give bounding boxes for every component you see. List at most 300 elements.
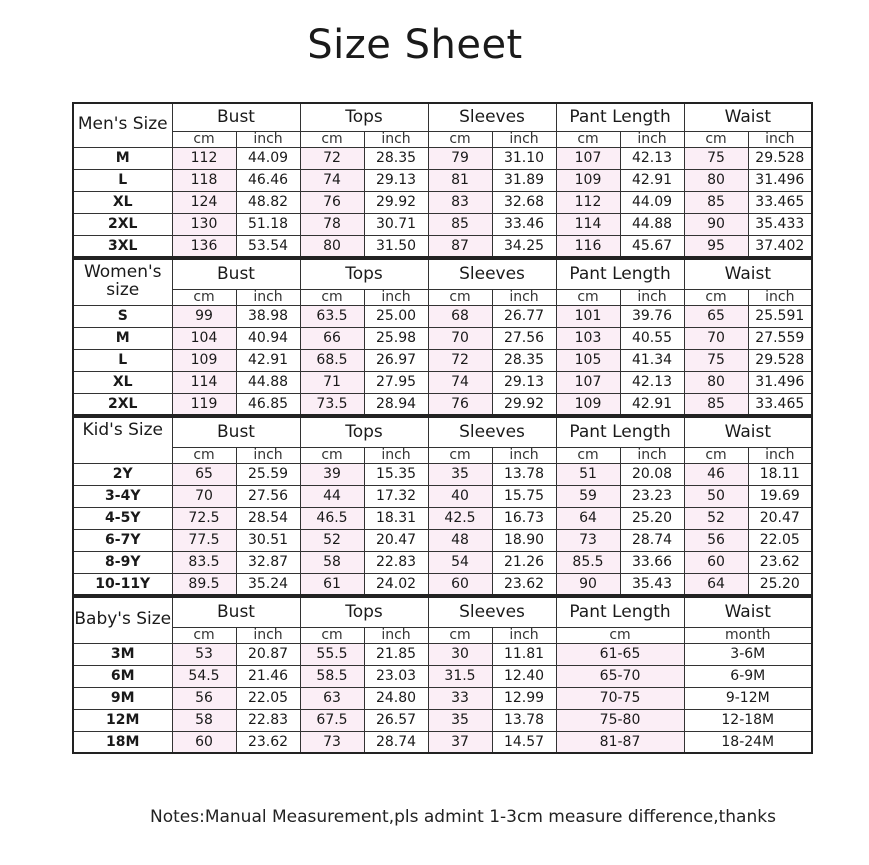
units-row xyxy=(73,627,812,643)
measurement-cell: 38.98 xyxy=(236,305,300,327)
measurement-cell: 63.5 xyxy=(300,305,364,327)
unit-cell: inch xyxy=(748,447,812,463)
sleeves-header: Sleeves xyxy=(428,417,556,447)
unit-cell: inch xyxy=(492,289,556,305)
measurement-cell: 48.82 xyxy=(236,191,300,213)
table-row xyxy=(73,551,812,573)
table-row xyxy=(73,327,812,349)
measurement-cell: 15.75 xyxy=(492,485,556,507)
table-row xyxy=(73,731,812,753)
unit-cell: inch xyxy=(492,627,556,643)
unit-cell: cm xyxy=(428,131,492,147)
measurement-cell: 58 xyxy=(172,709,236,731)
unit-cell: inch xyxy=(236,131,300,147)
measurement-cell: 25.59 xyxy=(236,463,300,485)
measurement-cell: 42.13 xyxy=(620,371,684,393)
measurement-cell: 61-65 xyxy=(556,643,684,665)
table-row xyxy=(73,709,812,731)
measurement-cell: 35 xyxy=(428,709,492,731)
sleeves-header: Sleeves xyxy=(428,103,556,131)
measurement-cell: 33 xyxy=(428,687,492,709)
measurement-cell: 114 xyxy=(556,213,620,235)
pant-length-header: Pant Length xyxy=(556,597,684,627)
measurement-cell: 22.05 xyxy=(748,529,812,551)
measurement-cell: 58 xyxy=(300,551,364,573)
measurement-cell: 73 xyxy=(300,731,364,753)
measurement-cell: 27.56 xyxy=(236,485,300,507)
unit-cell: cm xyxy=(428,289,492,305)
unit-cell: cm xyxy=(556,131,620,147)
unit-cell: cm xyxy=(172,627,236,643)
kids-size-table xyxy=(72,416,813,596)
babys-size-rows xyxy=(73,643,812,753)
measurement-cell: 25.20 xyxy=(748,573,812,595)
sleeves-header: Sleeves xyxy=(428,259,556,289)
measurement-notes: Notes:Manual Measurement,pls admint 1-3cm measure difference,thanks xyxy=(150,807,776,827)
measurement-cell: 60 xyxy=(172,731,236,753)
measurement-cell: 32.68 xyxy=(492,191,556,213)
size-label-cell: M xyxy=(73,147,172,169)
table-row xyxy=(73,643,812,665)
measurement-cell: 30.51 xyxy=(236,529,300,551)
measurement-cell: 41.34 xyxy=(620,349,684,371)
measurement-cell: 42.13 xyxy=(620,147,684,169)
measurement-cell: 40.55 xyxy=(620,327,684,349)
size-label-cell: 18M xyxy=(73,731,172,753)
measurement-cell: 76 xyxy=(300,191,364,213)
mens-size-rows xyxy=(73,147,812,257)
size-label-cell: 2Y xyxy=(73,463,172,485)
unit-cell: cm xyxy=(300,447,364,463)
waist-header: Waist xyxy=(684,417,812,447)
size-label-cell: M xyxy=(73,327,172,349)
measurement-cell: 80 xyxy=(684,371,748,393)
measurement-cell: 74 xyxy=(300,169,364,191)
measurement-cell: 29.92 xyxy=(492,393,556,415)
measurement-cell: 70 xyxy=(684,327,748,349)
measurement-cell: 83.5 xyxy=(172,551,236,573)
measurement-cell: 16.73 xyxy=(492,507,556,529)
measurement-cell: 33.465 xyxy=(748,191,812,213)
measurement-cell: 31.50 xyxy=(364,235,428,257)
measurement-cell: 85 xyxy=(684,393,748,415)
measurement-cell: 95 xyxy=(684,235,748,257)
mens-size-label: Men's Size xyxy=(73,103,172,147)
measurement-cell: 25.00 xyxy=(364,305,428,327)
unit-cell: cm xyxy=(684,131,748,147)
size-label-cell: 10-11Y xyxy=(73,573,172,595)
measurement-cell: 83 xyxy=(428,191,492,213)
womens-size-label: Women's size xyxy=(73,259,172,305)
measurement-cell: 42.91 xyxy=(620,169,684,191)
size-label-cell: XL xyxy=(73,371,172,393)
measurement-cell: 29.92 xyxy=(364,191,428,213)
measurement-cell: 63 xyxy=(300,687,364,709)
measurement-cell: 42.91 xyxy=(620,393,684,415)
measurement-cell: 53 xyxy=(172,643,236,665)
pant-length-header: Pant Length xyxy=(556,417,684,447)
measurement-cell: 39 xyxy=(300,463,364,485)
measurement-cell: 22.05 xyxy=(236,687,300,709)
measurement-cell: 130 xyxy=(172,213,236,235)
unit-cell: cm xyxy=(556,289,620,305)
table-row xyxy=(73,463,812,485)
measurement-cell: 25.20 xyxy=(620,507,684,529)
size-label-cell: 2XL xyxy=(73,393,172,415)
measurement-cell: 31.496 xyxy=(748,169,812,191)
measurement-cell: 21.85 xyxy=(364,643,428,665)
measurement-cell: 54 xyxy=(428,551,492,573)
measurement-cell: 52 xyxy=(300,529,364,551)
measurement-cell: 56 xyxy=(684,529,748,551)
unit-cell: inch xyxy=(236,289,300,305)
measurement-cell: 136 xyxy=(172,235,236,257)
unit-cell: cm xyxy=(172,131,236,147)
bust-header: Bust xyxy=(172,597,300,627)
measurement-cell: 101 xyxy=(556,305,620,327)
unit-cell: cm xyxy=(300,627,364,643)
measurement-cell: 85 xyxy=(684,191,748,213)
measurement-cell: 55.5 xyxy=(300,643,364,665)
tops-header: Tops xyxy=(300,597,428,627)
measurement-cell: 119 xyxy=(172,393,236,415)
measurement-cell: 44.88 xyxy=(236,371,300,393)
tops-header: Tops xyxy=(300,417,428,447)
measurement-cell: 58.5 xyxy=(300,665,364,687)
measurement-cell: 42.5 xyxy=(428,507,492,529)
measurement-cell: 35.24 xyxy=(236,573,300,595)
measurement-cell: 73 xyxy=(556,529,620,551)
unit-cell: inch xyxy=(364,627,428,643)
size-label-cell: L xyxy=(73,169,172,191)
table-row xyxy=(73,485,812,507)
measurement-cell: 81 xyxy=(428,169,492,191)
unit-cell: inch xyxy=(364,131,428,147)
table-row xyxy=(73,507,812,529)
measurement-cell: 45.67 xyxy=(620,235,684,257)
unit-cell: inch xyxy=(748,289,812,305)
measurement-cell: 29.13 xyxy=(364,169,428,191)
womens-size-table xyxy=(72,258,813,416)
size-label-cell: S xyxy=(73,305,172,327)
measurement-cell: 53.54 xyxy=(236,235,300,257)
measurement-cell: 116 xyxy=(556,235,620,257)
measurement-cell: 90 xyxy=(684,213,748,235)
measurement-cell: 71 xyxy=(300,371,364,393)
table-row xyxy=(73,349,812,371)
size-label-cell: 4-5Y xyxy=(73,507,172,529)
measurement-cell: 28.35 xyxy=(492,349,556,371)
size-label-cell: 3XL xyxy=(73,235,172,257)
size-label-cell: 2XL xyxy=(73,213,172,235)
measurement-cell: 77.5 xyxy=(172,529,236,551)
waist-header: Waist xyxy=(684,103,812,131)
measurement-cell: 112 xyxy=(556,191,620,213)
unit-cell: inch xyxy=(236,627,300,643)
kids-size-rows xyxy=(73,463,812,595)
measurement-cell: 34.25 xyxy=(492,235,556,257)
measurement-cell: 35 xyxy=(428,463,492,485)
size-label-cell: 6M xyxy=(73,665,172,687)
unit-cell: inch xyxy=(620,447,684,463)
unit-cell: cm xyxy=(300,289,364,305)
measurement-cell: 46 xyxy=(684,463,748,485)
measurement-cell: 65 xyxy=(172,463,236,485)
measurement-cell: 33.66 xyxy=(620,551,684,573)
measurement-cell: 72 xyxy=(300,147,364,169)
table-row xyxy=(73,573,812,595)
measurement-cell: 54.5 xyxy=(172,665,236,687)
babys-size-label: Baby's Size xyxy=(73,597,172,643)
page-title: Size Sheet xyxy=(307,22,523,68)
measurement-cell: 27.559 xyxy=(748,327,812,349)
measurement-cell: 44.88 xyxy=(620,213,684,235)
tops-header: Tops xyxy=(300,103,428,131)
table-row xyxy=(73,687,812,709)
measurement-cell: 12-18M xyxy=(684,709,812,731)
measurement-cell: 118 xyxy=(172,169,236,191)
measurement-cell: 30 xyxy=(428,643,492,665)
measurement-cell: 27.56 xyxy=(492,327,556,349)
measurement-cell: 107 xyxy=(556,147,620,169)
kids-size-label: Kid's Size xyxy=(73,417,172,463)
measurement-cell: 65 xyxy=(684,305,748,327)
units-row xyxy=(73,131,812,147)
womens-size-rows xyxy=(73,305,812,415)
measurement-cell: 23.62 xyxy=(492,573,556,595)
measurement-cell: 64 xyxy=(556,507,620,529)
measurement-cell: 75 xyxy=(684,349,748,371)
measurement-cell: 23.03 xyxy=(364,665,428,687)
measurement-cell: 60 xyxy=(428,573,492,595)
bust-header: Bust xyxy=(172,103,300,131)
measurement-cell: 103 xyxy=(556,327,620,349)
measurement-cell: 21.46 xyxy=(236,665,300,687)
measurement-cell: 9-12M xyxy=(684,687,812,709)
measurement-cell: 51 xyxy=(556,463,620,485)
measurement-cell: 27.95 xyxy=(364,371,428,393)
unit-cell: cm xyxy=(556,627,684,643)
unit-cell: cm xyxy=(300,131,364,147)
measurement-cell: 18.31 xyxy=(364,507,428,529)
measurement-cell: 90 xyxy=(556,573,620,595)
unit-cell: inch xyxy=(620,289,684,305)
measurement-cell: 85 xyxy=(428,213,492,235)
measurement-cell: 37 xyxy=(428,731,492,753)
measurement-cell: 26.97 xyxy=(364,349,428,371)
measurement-cell: 80 xyxy=(684,169,748,191)
measurement-cell: 15.35 xyxy=(364,463,428,485)
measurement-cell: 20.08 xyxy=(620,463,684,485)
measurement-cell: 66 xyxy=(300,327,364,349)
measurement-cell: 18-24M xyxy=(684,731,812,753)
babys-size-table xyxy=(72,596,813,754)
measurement-cell: 73.5 xyxy=(300,393,364,415)
measurement-cell: 52 xyxy=(684,507,748,529)
size-label-cell: XL xyxy=(73,191,172,213)
unit-cell: inch xyxy=(364,447,428,463)
unit-cell: inch xyxy=(492,447,556,463)
measurement-cell: 31.5 xyxy=(428,665,492,687)
measurement-cell: 23.62 xyxy=(748,551,812,573)
size-label-cell: 9M xyxy=(73,687,172,709)
measurement-cell: 46.5 xyxy=(300,507,364,529)
measurement-cell: 6-9M xyxy=(684,665,812,687)
measurement-cell: 24.02 xyxy=(364,573,428,595)
table-row xyxy=(73,213,812,235)
table-row xyxy=(73,235,812,257)
measurement-cell: 109 xyxy=(172,349,236,371)
unit-cell: inch xyxy=(748,131,812,147)
measurement-cell: 29.528 xyxy=(748,349,812,371)
measurement-cell: 20.47 xyxy=(364,529,428,551)
table-row xyxy=(73,665,812,687)
size-sheet xyxy=(72,102,811,754)
measurement-cell: 87 xyxy=(428,235,492,257)
measurement-cell: 3-6M xyxy=(684,643,812,665)
measurement-cell: 28.35 xyxy=(364,147,428,169)
measurement-cell: 74 xyxy=(428,371,492,393)
measurement-cell: 46.85 xyxy=(236,393,300,415)
table-row xyxy=(73,147,812,169)
pant-length-header: Pant Length xyxy=(556,259,684,289)
measurement-cell: 18.90 xyxy=(492,529,556,551)
measurement-cell: 18.11 xyxy=(748,463,812,485)
bust-header: Bust xyxy=(172,417,300,447)
table-row xyxy=(73,371,812,393)
unit-cell: cm xyxy=(684,447,748,463)
measurement-cell: 25.98 xyxy=(364,327,428,349)
measurement-cell: 109 xyxy=(556,169,620,191)
unit-cell: inch xyxy=(364,289,428,305)
measurement-cell: 25.591 xyxy=(748,305,812,327)
measurement-cell: 13.78 xyxy=(492,463,556,485)
measurement-cell: 14.57 xyxy=(492,731,556,753)
measurement-cell: 30.71 xyxy=(364,213,428,235)
measurement-cell: 80 xyxy=(300,235,364,257)
measurement-cell: 37.402 xyxy=(748,235,812,257)
size-label-cell: 3-4Y xyxy=(73,485,172,507)
measurement-cell: 50 xyxy=(684,485,748,507)
measurement-cell: 51.18 xyxy=(236,213,300,235)
measurement-cell: 17.32 xyxy=(364,485,428,507)
units-row xyxy=(73,447,812,463)
measurement-cell: 70 xyxy=(428,327,492,349)
measurement-cell: 20.47 xyxy=(748,507,812,529)
measurement-cell: 99 xyxy=(172,305,236,327)
size-label-cell: 12M xyxy=(73,709,172,731)
measurement-cell: 40 xyxy=(428,485,492,507)
unit-cell: cm xyxy=(172,289,236,305)
measurement-cell: 23.23 xyxy=(620,485,684,507)
measurement-cell: 44 xyxy=(300,485,364,507)
pant-length-header: Pant Length xyxy=(556,103,684,131)
measurement-cell: 26.57 xyxy=(364,709,428,731)
measurement-cell: 12.99 xyxy=(492,687,556,709)
measurement-cell: 39.76 xyxy=(620,305,684,327)
measurement-cell: 22.83 xyxy=(236,709,300,731)
measurement-cell: 85.5 xyxy=(556,551,620,573)
measurement-cell: 89.5 xyxy=(172,573,236,595)
measurement-cell: 31.496 xyxy=(748,371,812,393)
measurement-cell: 21.26 xyxy=(492,551,556,573)
measurement-cell: 78 xyxy=(300,213,364,235)
measurement-cell: 29.13 xyxy=(492,371,556,393)
measurement-cell: 61 xyxy=(300,573,364,595)
unit-cell: inch xyxy=(236,447,300,463)
size-label-cell: 8-9Y xyxy=(73,551,172,573)
measurement-cell: 105 xyxy=(556,349,620,371)
bust-header: Bust xyxy=(172,259,300,289)
measurement-cell: 35.433 xyxy=(748,213,812,235)
table-row xyxy=(73,191,812,213)
size-label-cell: L xyxy=(73,349,172,371)
unit-cell: cm xyxy=(428,447,492,463)
measurement-cell: 65-70 xyxy=(556,665,684,687)
waist-header: Waist xyxy=(684,597,812,627)
measurement-cell: 40.94 xyxy=(236,327,300,349)
measurement-cell: 31.89 xyxy=(492,169,556,191)
measurement-cell: 60 xyxy=(684,551,748,573)
unit-cell: month xyxy=(684,627,812,643)
measurement-cell: 24.80 xyxy=(364,687,428,709)
measurement-cell: 81-87 xyxy=(556,731,684,753)
measurement-cell: 70 xyxy=(172,485,236,507)
measurement-cell: 75-80 xyxy=(556,709,684,731)
measurement-cell: 56 xyxy=(172,687,236,709)
measurement-cell: 75 xyxy=(684,147,748,169)
table-row xyxy=(73,169,812,191)
measurement-cell: 112 xyxy=(172,147,236,169)
units-row xyxy=(73,289,812,305)
measurement-cell: 23.62 xyxy=(236,731,300,753)
measurement-cell: 44.09 xyxy=(236,147,300,169)
measurement-cell: 79 xyxy=(428,147,492,169)
measurement-cell: 46.46 xyxy=(236,169,300,191)
size-label-cell: 3M xyxy=(73,643,172,665)
measurement-cell: 19.69 xyxy=(748,485,812,507)
measurement-cell: 26.77 xyxy=(492,305,556,327)
measurement-cell: 29.528 xyxy=(748,147,812,169)
measurement-cell: 48 xyxy=(428,529,492,551)
measurement-cell: 72.5 xyxy=(172,507,236,529)
measurement-cell: 59 xyxy=(556,485,620,507)
measurement-cell: 70-75 xyxy=(556,687,684,709)
measurement-cell: 68 xyxy=(428,305,492,327)
measurement-cell: 33.465 xyxy=(748,393,812,415)
measurement-cell: 104 xyxy=(172,327,236,349)
measurement-cell: 13.78 xyxy=(492,709,556,731)
measurement-cell: 76 xyxy=(428,393,492,415)
measurement-cell: 44.09 xyxy=(620,191,684,213)
size-label-cell: 6-7Y xyxy=(73,529,172,551)
unit-cell: cm xyxy=(172,447,236,463)
mens-size-table xyxy=(72,102,813,258)
unit-cell: cm xyxy=(556,447,620,463)
unit-cell: cm xyxy=(684,289,748,305)
measurement-cell: 109 xyxy=(556,393,620,415)
unit-cell: cm xyxy=(428,627,492,643)
measurement-cell: 68.5 xyxy=(300,349,364,371)
measurement-cell: 64 xyxy=(684,573,748,595)
table-row xyxy=(73,305,812,327)
measurement-cell: 20.87 xyxy=(236,643,300,665)
measurement-cell: 35.43 xyxy=(620,573,684,595)
measurement-cell: 11.81 xyxy=(492,643,556,665)
measurement-cell: 33.46 xyxy=(492,213,556,235)
measurement-cell: 32.87 xyxy=(236,551,300,573)
measurement-cell: 28.74 xyxy=(620,529,684,551)
